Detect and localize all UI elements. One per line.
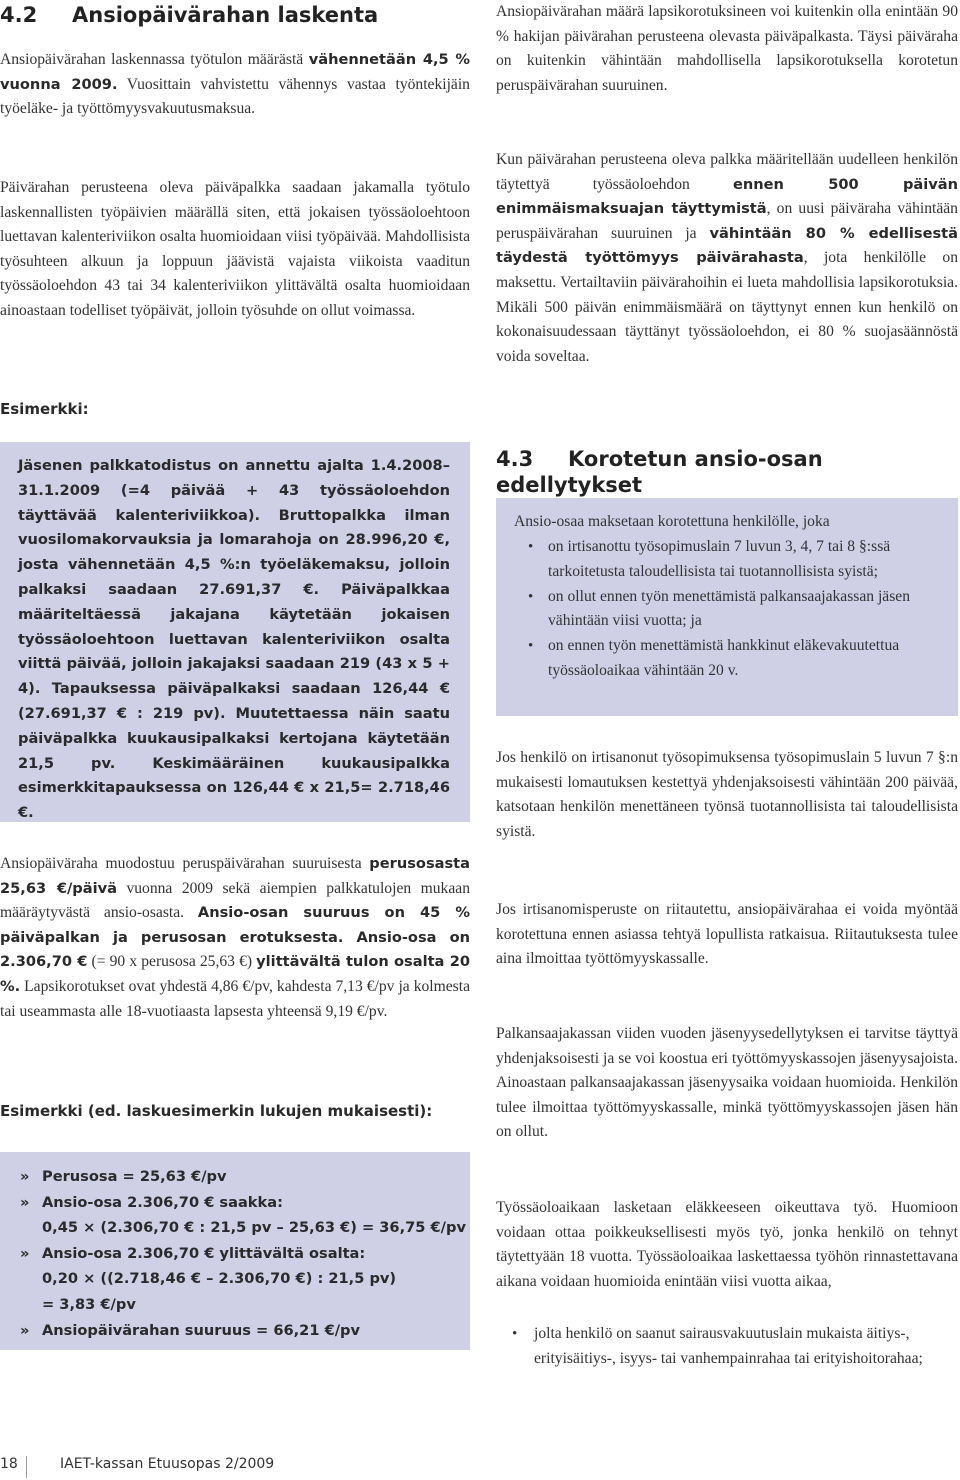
paragraph-daily-wage — [0, 176, 470, 324]
section-number: 4.3 — [496, 447, 534, 471]
guillemet-icon: » — [20, 1193, 30, 1211]
calculation-line — [20, 1318, 460, 1344]
text-run: Lapsikorotukset ovat yhdestä 4,86 €/pv, kahdesta 7,13 €/pv ja kolmesta tai useammasta alle 18-vuotiaasta lapsesta yhteensä 9,19 €/pv. — [0, 977, 470, 1020]
publication-title: IAET-kassan Etuusopas 2/2009 — [60, 1456, 275, 1472]
calculation-line — [20, 1266, 460, 1292]
paragraph-work-history — [496, 1196, 958, 1294]
section-title: Korotetun ansio-osan edellytykset — [496, 447, 823, 497]
bullet-icon: • — [528, 588, 534, 605]
conditions-list — [514, 535, 944, 684]
text-run: , on uusi päiväraha vähintään peruspäivärahan suuruinen ja — [496, 200, 958, 242]
text-run: Ansiopäivärahan laskennassa työtulon määrästä — [0, 51, 309, 68]
guillemet-icon: » — [20, 1168, 30, 1185]
example2-label: Esimerkki (ed. laskuesimerkin lukujen mukaisesti): — [0, 1102, 433, 1120]
list-item — [514, 585, 944, 635]
calculation-text: Ansio-osa 2.306,70 € saakka: — [42, 1193, 283, 1211]
example-label: Esimerkki: — [0, 400, 89, 418]
page-number: 18 — [0, 1456, 18, 1472]
calculation-text: Ansiopäivärahan suuruus = 66,21 €/pv — [42, 1321, 361, 1339]
bullet-icon: • — [512, 1326, 518, 1342]
text-run: Kun päivärahan perusteena oleva palkka määritellään uudelleen henkilön täytettyä työssäoloehdon — [496, 151, 958, 193]
list-item-text: jolta henkilö on saanut sairausvakuutuslain mukaista äitiys-, erityisäitiys-, isyys- tai vanhempainrahaa tai erityishoitorahaa; — [534, 1325, 923, 1367]
text-run: vuonna 2009 sekä aiempien palkkatulojen mukaan määräytyvästä ansio-osasta. — [0, 879, 470, 922]
paragraph-membership — [496, 1022, 958, 1145]
calculation-line — [20, 1215, 466, 1241]
work-history-list — [496, 1322, 958, 1372]
list-item — [496, 1322, 958, 1372]
conditions-intro: Ansio-osaa maksetaan korotettuna henkilölle, joka — [514, 513, 830, 530]
list-item — [514, 634, 944, 684]
bold-run: vähennetään 4,5 % vuonna 2009. — [0, 51, 470, 93]
text-run: Ansiopäiväraha muodostuu peruspäivärahan suuruisesta — [0, 855, 370, 872]
text-run: Vuosittain vahvistettu vähennys vastaa työntekijäin työeläke- ja työttömyysvakuutusmaksua. — [0, 75, 470, 118]
paragraph-deduction — [0, 48, 470, 122]
text-run: Palkansaajakassan viiden vuoden jäsenyysedellytyksen ei tarvitse täyttyä yhdenjaksoisesti ja se voi koostua eri työttömyyskassojen jäsenyysajoista. Ainoastaan palkansaajakassan jäsenyysaika voidaan huomioida. Henkilön tulee ilmoittaa työttömyyskassalle, minkä työttömyyskassojen jäsen hän on ollut. — [496, 1025, 958, 1141]
bold-run: ylittävältä tulon osalta 20 %. — [0, 953, 470, 995]
list-item-text: on ennen työn menettämistä hankkinut eläkevakuutettua työssäoloaikaa vähintään 20 v. — [548, 637, 900, 679]
example-box-text: Jäsenen palkkatodistus on annettu ajalta 1.4.2008–31.1.2009 (=4 päivää + 43 työssäoloehdon täyttävää kalenteriviikkoa). Bruttopalkka ilman vuosilomakorvauksia ja lomarahoja on 28.996,20 €, josta vähennetään 4,5 %:n työeläkemaksu, jolloin palkaksi saadaan 27.691,37 €. Päiväpalkkaa määriteltäessä jakajana käytetään jokaisen työssäoloehtoon luettavan kalenteriviikon osalta viittä päivää, jolloin jakajaksi saadaan 219 (43 x 5 + 4). Tapauksessa päiväpalkaksi saadaan 126,44 € (27.691,37 € : 219 pv). Muutettaessa näin saatu päiväpalkka kuukausipalkaksi kertojana käytetään 21,5 pv. Keskimääräinen kuukausipalkka esimerkkitapauksessa on 126,44 € x 21,5= 2.718,46 €. — [18, 457, 450, 822]
text-run: (= 90 x perusosa 25,63 €) — [87, 953, 257, 971]
guillemet-icon: » — [20, 1244, 30, 1262]
bold-run: perusosasta 25,63 €/päivä — [0, 855, 470, 897]
section-heading-4-2 — [0, 2, 470, 28]
bullet-icon: • — [528, 638, 534, 655]
text-run: Päivärahan perusteena oleva päiväpalkka saadaan jakamalla työtulo laskennallisten työpäivien määrällä siten, että jokaisen työssäoloehtoon luettavan kalenteriviikon osalta huomioidaan viisi työpäivää. — [0, 179, 470, 246]
bold-run: ennen 500 päivän enimmäismaksuajan täyttymistä — [496, 175, 958, 218]
calculation-text: 0,20 × ((2.718,46 € – 2.306,70 €) : 21,5 pv) — [42, 1270, 397, 1288]
example-box — [0, 442, 470, 822]
calculation-lines — [20, 1164, 466, 1343]
section-number: 4.2 — [0, 3, 38, 27]
list-item — [514, 535, 944, 585]
calculation-line — [20, 1190, 460, 1216]
text-run: Työssäoloaikaan lasketaan eläkkeeseen oikeuttava työ. Huomioon voidaan ottaa poikkeuksellisesti myös työ, jonka henkilö on tehnyt täytettyään 18 vuotta. Työssäoloaikaa laskettaessa työhön rinnastettavana aikana voidaan huomioida enintään viisi vuotta aikaa, — [496, 1199, 958, 1290]
text-run: Mahdollisista työsuhteen alkuun ja loppuun jäävistä vajaista viikoista vaaditun työssäoloehdon 43 tai 34 kalenteriviikon ylittävältä osalta huomioidaan ainoastaan todelliset työpäivät, jolloin työsuhde on ollut voimassa. — [0, 228, 471, 319]
bold-run: Ansio-osan suuruus on 45 % päiväpalkan ja perusosan erotuksesta. Ansio-osa on 2.306,70 € — [0, 904, 471, 971]
paragraph-composition — [0, 852, 470, 1024]
paragraph-redefinition — [496, 148, 958, 369]
text-run: Jos henkilö on irtisanonut työsopimuksensa työsopimuslain 5 luvun 7 §:n mukaisesti lomautuksen kestettyä yhdenjaksoisesti vähintään 200 päivää, katsotaan henkilön menettäneen työnsä tuotannollisista tai taloudellisista syistä. — [496, 749, 958, 840]
calculation-text: 0,45 × (2.306,70 € : 21,5 pv – 25,63 €) = 36,75 €/pv — [42, 1219, 466, 1237]
conditions-box — [496, 498, 958, 716]
guillemet-icon: » — [20, 1321, 30, 1339]
calculation-line — [20, 1292, 460, 1318]
calculation-line — [20, 1241, 460, 1267]
list-item-text: on irtisanottu työsopimuslain 7 luvun 3, 4, 7 tai 8 §:ssä tarkoitetusta taloudellisista tai tuotannollisista syistä; — [548, 538, 891, 580]
text-run: , jota henkilölle on maksettu. Vertailtaviin päivärahoihin ei lueta mahdollisia lapsikorotuksia. Mikäli 500 päivän enimmäismäärä on täyttynyt ennen kun henkilö on kokonaisuudessaan täyttänyt työssäoloehdon, ei 80 % suojasäännöstä voida soveltaa. — [496, 249, 958, 365]
paragraph-layoff — [496, 746, 958, 844]
text-run: Ansiopäivärahan määrä lapsikorotuksineen voi kuitenkin olla enintään 90 % hakijan päivärahan perusteena olevasta päiväpalkasta. Täysi päiväraha on kuitenkin vähintään mahdollisella lapsikorotuksella korotetun peruspäivärahan suuruinen. — [496, 3, 958, 94]
calculation-line — [20, 1164, 460, 1190]
section-title: Ansiopäivärahan laskenta — [72, 3, 379, 27]
bullet-icon: • — [528, 539, 534, 555]
bold-run: vähintään 80 % edellisestä täydestä työttömyys päivärahasta — [496, 224, 958, 267]
calculation-box — [0, 1152, 470, 1350]
paragraph-dispute — [496, 898, 958, 972]
paragraph-max-amount — [496, 0, 958, 98]
list-item-text: on ollut ennen työn menettämistä palkansaajakassan jäsen vähintään viisi vuotta; ja — [548, 587, 911, 630]
section-heading-4-3 — [496, 446, 958, 498]
calculation-text: Perusosa = 25,63 €/pv — [42, 1168, 227, 1185]
footer-divider — [26, 1456, 27, 1478]
calculation-text: = 3,83 €/pv — [42, 1295, 136, 1313]
calculation-text: Ansio-osa 2.306,70 € ylittävältä osalta: — [42, 1244, 366, 1262]
text-run: Jos irtisanomisperuste on riitautettu, ansiopäivärahaa ei voida myöntää korotettuna ennen asiassa tehtyä lopullista ratkaisua. Riitautuksesta tulee aina ilmoittaa työttömyyskassalle. — [496, 901, 958, 968]
page-footer — [0, 1456, 470, 1478]
